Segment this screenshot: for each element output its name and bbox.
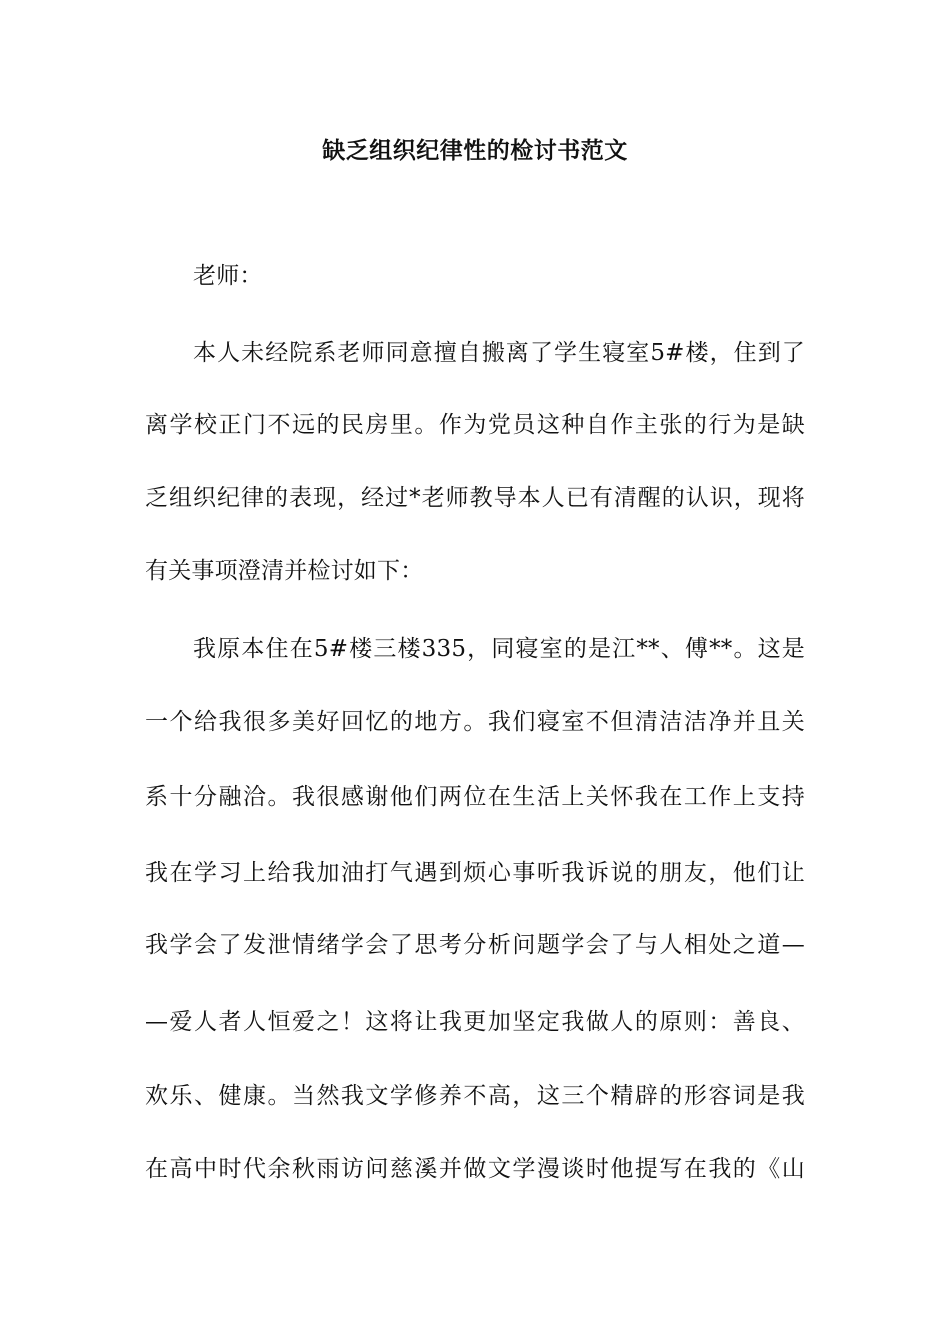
paragraph-line: 乏组织纪律的表现，经过*老师教导本人已有清醒的认识，现将 — [145, 485, 805, 511]
paragraph-line: 系十分融洽。我很感谢他们两位在生活上关怀我在工作上支持 — [145, 784, 805, 810]
paragraph-line: 欢乐、健康。当然我文学修养不高，这三个精辟的形容词是我 — [145, 1083, 805, 1109]
paragraph-line: 我学会了发泄情绪学会了思考分析问题学会了与人相处之道— — [145, 932, 805, 958]
salutation: 老师： — [193, 263, 263, 289]
paragraph-line: 有关事项澄清并检讨如下： — [145, 558, 424, 584]
paragraph-line: 本人未经院系老师同意擅自搬离了学生寝室5#楼，住到了 — [193, 340, 805, 366]
paragraph-line: 一个给我很多美好回忆的地方。我们寝室不但清洁洁净并且关 — [145, 709, 805, 735]
paragraph-line: 离学校正门不远的民房里。作为党员这种自作主张的行为是缺 — [145, 412, 805, 438]
paragraph-line: 我原本住在5#楼三楼335，同寝室的是江**、傅**。这是 — [193, 636, 805, 662]
document-title: 缺乏组织纪律性的检讨书范文 — [322, 137, 628, 164]
paragraph-line: 我在学习上给我加油打气遇到烦心事听我诉说的朋友，他们让 — [145, 860, 805, 886]
paragraph-line: 在高中时代余秋雨访问慈溪并做文学漫谈时他提写在我的《山 — [145, 1156, 805, 1182]
paragraph-line: —爱人者人恒爱之！这将让我更加坚定我做人的原则：善良、 — [145, 1009, 805, 1035]
